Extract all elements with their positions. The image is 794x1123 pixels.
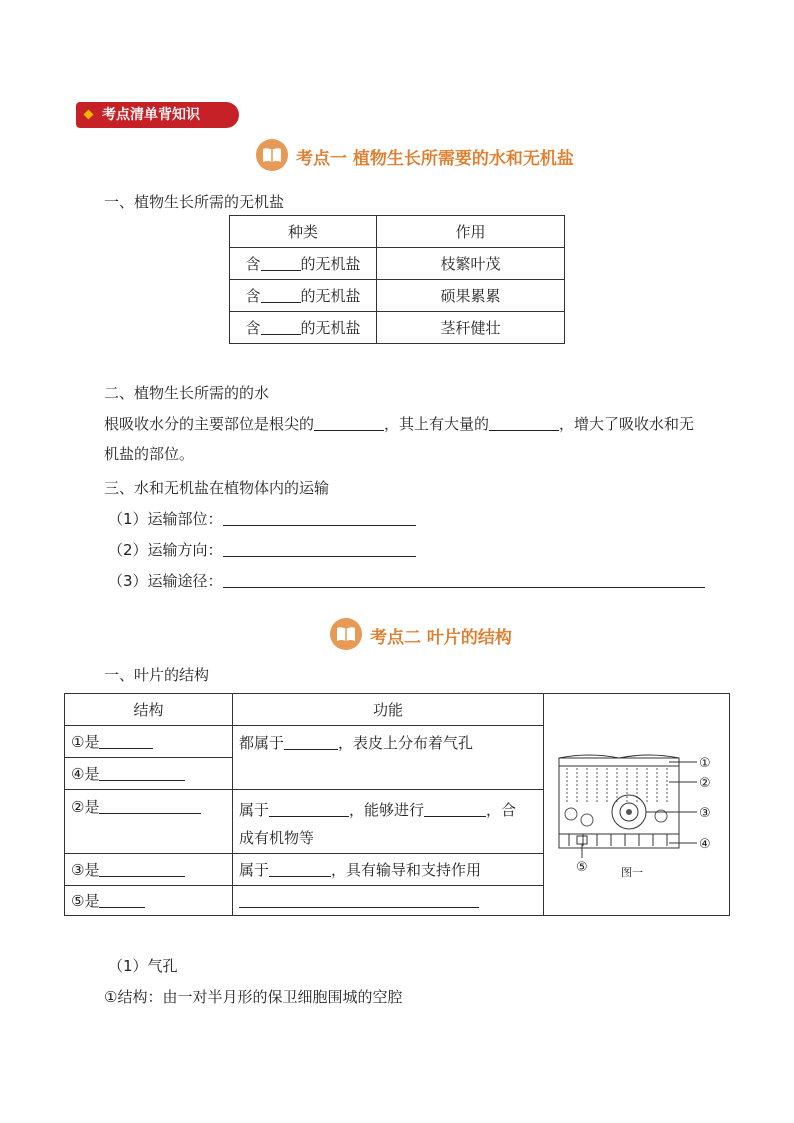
s1-paragraph	[104, 413, 694, 434]
stoma-heading: （1）气孔	[108, 957, 178, 975]
section2-heading	[330, 618, 560, 650]
col-header-structure: 结构	[65, 694, 233, 726]
function-cell	[233, 854, 544, 886]
s1-heading-1: 一、植物生长所需的无机盐	[104, 193, 285, 211]
effect-cell: 硕果累累	[377, 280, 565, 312]
question-label: （1）运输部位：	[108, 510, 223, 528]
text-segment: 属于	[239, 861, 270, 879]
section1-title: 考点一 植物生长所需要的水和无机盐	[296, 149, 574, 169]
text-segment: ，增大了吸收水和无	[559, 415, 695, 433]
fill-blank[interactable]	[424, 801, 486, 817]
structure-label: ③是	[71, 861, 100, 879]
fill-blank[interactable]	[99, 765, 185, 781]
structure-label: ②是	[71, 798, 100, 816]
fill-blank[interactable]	[269, 861, 331, 877]
col-header-type: 种类	[230, 216, 377, 248]
structure-cell	[65, 854, 233, 886]
fill-blank[interactable]	[489, 415, 559, 431]
table-row	[230, 248, 565, 280]
fill-blank[interactable]	[239, 892, 479, 908]
stoma-structure: ①结构：由一对半月形的保卫细胞围城的空腔	[104, 988, 403, 1006]
mineral-cell	[230, 248, 377, 280]
figure-label-5: ⑤	[576, 859, 588, 875]
fill-blank[interactable]	[223, 510, 416, 526]
s1-heading-2: 二、植物生长所需的的水	[104, 384, 270, 402]
mineral-table	[229, 215, 565, 344]
table-row	[230, 280, 565, 312]
cell-suffix: 的无机盐	[300, 319, 361, 337]
fill-blank[interactable]	[314, 415, 384, 431]
structure-cell	[65, 726, 233, 758]
fill-blank[interactable]	[261, 255, 301, 271]
cell-suffix: 的无机盐	[300, 287, 361, 305]
text-segment: 成有机物等	[239, 829, 315, 847]
mineral-cell	[230, 280, 377, 312]
section1-heading	[256, 139, 626, 171]
fill-blank[interactable]	[269, 801, 349, 817]
col-header-effect: 作用	[377, 216, 565, 248]
figure-label-4: ④	[699, 836, 711, 852]
question-1	[108, 508, 416, 529]
fill-blank[interactable]	[99, 798, 201, 814]
text-segment: 根吸收水分的主要部位是根尖的	[104, 415, 315, 433]
fill-blank[interactable]	[99, 892, 145, 908]
text-segment: 都属于	[239, 734, 285, 752]
book-icon	[256, 139, 288, 171]
fill-blank[interactable]	[261, 287, 301, 303]
fill-blank[interactable]	[223, 541, 416, 557]
fill-blank[interactable]	[99, 733, 153, 749]
text-segment: ，具有输导和支持作用	[331, 861, 482, 879]
structure-label: ①是	[71, 733, 100, 751]
function-cell	[233, 886, 544, 916]
structure-cell	[65, 886, 233, 916]
text-segment: ，其上有大量的	[384, 415, 490, 433]
section-banner	[76, 102, 239, 128]
fill-blank[interactable]	[284, 734, 338, 750]
structure-cell	[65, 790, 233, 854]
effect-cell: 茎秆健壮	[377, 312, 565, 344]
col-header-function: 功能	[233, 694, 544, 726]
figure-label-1: ①	[699, 755, 711, 771]
fill-blank[interactable]	[99, 861, 185, 877]
cell-suffix: 的无机盐	[300, 255, 361, 273]
diamond-icon	[84, 110, 94, 120]
figure-caption: 图一	[621, 865, 643, 879]
s1-paragraph-cont: 机盐的部位。	[104, 445, 195, 463]
mineral-cell	[230, 312, 377, 344]
banner-label: 考点清单背知识	[102, 107, 200, 123]
function-cell	[233, 790, 544, 854]
question-2	[108, 539, 416, 560]
leaf-cross-section-figure	[549, 730, 724, 880]
structure-label: ④是	[71, 765, 100, 783]
text-segment: ，表皮上分布着气孔	[338, 734, 474, 752]
effect-cell: 枝繁叶茂	[377, 248, 565, 280]
table-row	[230, 312, 565, 344]
question-label: （3）运输途径：	[108, 572, 223, 590]
question-label: （2）运输方向：	[108, 541, 223, 559]
s1-heading-3: 三、水和无机盐在植物体内的运输	[104, 479, 330, 497]
cell-prefix: 含	[245, 287, 261, 305]
fill-blank[interactable]	[261, 319, 301, 335]
s2-heading-1: 一、叶片的结构	[104, 666, 210, 684]
structure-cell	[65, 758, 233, 790]
function-cell	[233, 726, 544, 790]
text-segment: ，合	[486, 801, 517, 819]
leaf-structure-table	[64, 693, 730, 916]
text-segment: ，能够进行	[349, 801, 425, 819]
fill-blank[interactable]	[223, 572, 705, 588]
cell-prefix: 含	[245, 255, 261, 273]
section2-title: 考点二 叶片的结构	[370, 628, 512, 648]
figure-label-3: ③	[699, 805, 711, 821]
figure-label-2: ②	[699, 775, 711, 791]
cell-prefix: 含	[245, 319, 261, 337]
figure-cell	[544, 694, 730, 916]
question-3	[108, 570, 705, 591]
structure-label: ⑤是	[71, 892, 100, 910]
book-icon	[330, 618, 362, 650]
text-segment: 属于	[239, 801, 270, 819]
